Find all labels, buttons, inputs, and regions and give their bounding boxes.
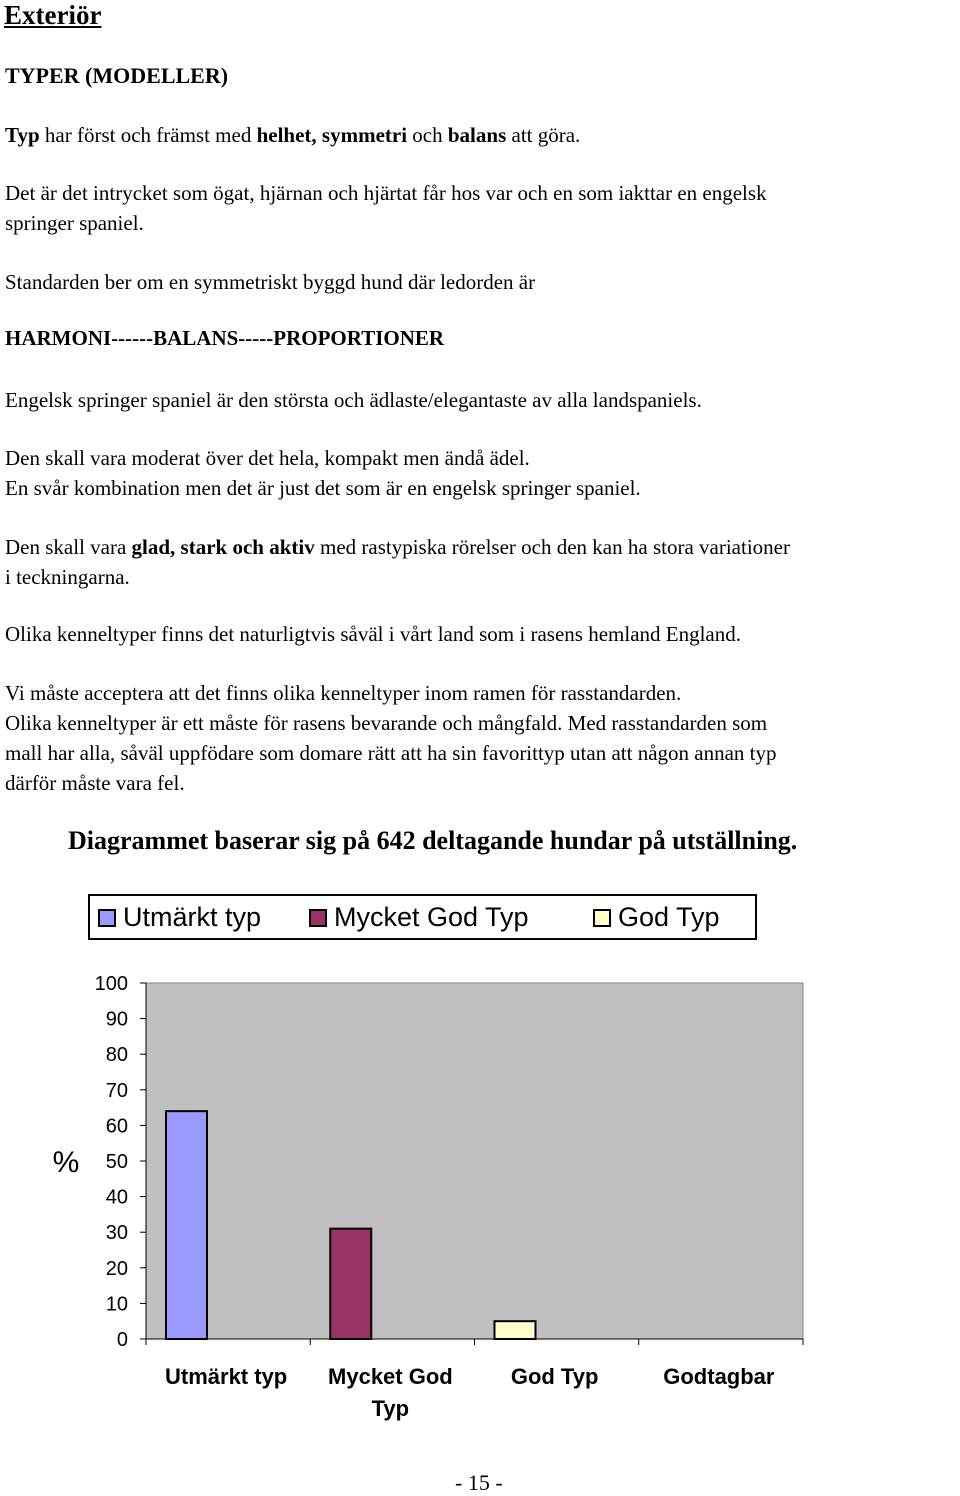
y-tick-label: 100 — [94, 973, 128, 995]
x-tick-label: God Typ — [510, 1364, 599, 1389]
y-axis-label: % — [52, 1146, 80, 1179]
x-tick-label: Typ — [371, 1396, 410, 1421]
paragraph-kenneltyper: Olika kenneltyper finns det naturligtvis såväl i vårt land som i rasens hemland England. — [5, 622, 741, 646]
p5-line-2: En svår kombination men det är just det som är en engelsk springer spaniel. — [5, 476, 641, 500]
y-tick-label: 60 — [105, 1115, 128, 1138]
bold-balans: balans — [447, 123, 507, 147]
y-tick-label: 30 — [105, 1222, 128, 1245]
y-tick-label: 0 — [116, 1329, 128, 1351]
x-tick-label: Mycket God — [328, 1364, 453, 1389]
section-heading: TYPER (MODELLER) — [5, 63, 229, 88]
y-tick-label: 80 — [105, 1044, 128, 1067]
bold-typ: Typ — [5, 123, 40, 147]
bold-glad: glad, stark och aktiv — [131, 535, 315, 559]
p6-text-a: Den skall vara — [5, 535, 132, 559]
p1-text-d: och — [407, 123, 448, 147]
p1-text-f: att göra. — [506, 123, 581, 147]
keywords-line: HARMONI------BALANS-----PROPORTIONER — [5, 326, 445, 350]
y-tick-label: 90 — [105, 1008, 128, 1031]
p8-line-4: därför måste vara fel. — [5, 771, 185, 795]
p2-line-2: springer spaniel. — [5, 211, 144, 235]
plot-area — [146, 983, 803, 1339]
bar-1 — [166, 1111, 207, 1339]
p1-text-b: har först och främst med — [39, 123, 257, 147]
bar-2 — [330, 1229, 371, 1339]
legend-label-utmarkt: Utmärkt typ — [123, 902, 262, 932]
paragraph-storsta: Engelsk springer spaniel är den största och ädlaste/elegantaste av alla landspaniels. — [5, 388, 702, 412]
x-tick-label: Godtagbar — [663, 1364, 775, 1389]
x-tick-label: Utmärkt typ — [165, 1364, 288, 1389]
p6-text-c: med rastypiska rörelser och den kan ha stora variationer — [314, 535, 790, 559]
y-tick-label: 50 — [105, 1151, 128, 1173]
y-tick-label: 40 — [105, 1186, 128, 1209]
p8-line-2: Olika kenneltyper är ett måste för rasens bevarande och mångfald. Med rasstandarden som — [5, 711, 768, 735]
p8-line-3: mall har alla, såväl uppfödare som domare rätt att ha sin favorittyp utan att någon annan typ — [5, 741, 777, 765]
bar-3 — [495, 1321, 536, 1339]
bold-helhet: helhet, symmetri — [256, 123, 408, 147]
chart-heading: Diagrammet baserar sig på 642 deltagande hundar på utställning. — [68, 826, 798, 855]
y-tick-label: 70 — [105, 1079, 128, 1102]
p5-line-1: Den skall vara moderat över det hela, kompakt men ändå ädel. — [5, 446, 530, 470]
page-title: Exteriör — [4, 0, 102, 30]
legend-label-god: God Typ — [618, 902, 720, 932]
legend-label-mycket-god: Mycket God Typ — [334, 902, 529, 932]
p6-line-2: i teckningarna. — [5, 565, 130, 589]
y-tick-label: 10 — [105, 1293, 128, 1316]
paragraph-standarden: Standarden ber om en symmetriskt byggd hund där ledorden är — [5, 270, 536, 294]
p2-line-1: Det är det intrycket som ögat, hjärnan och hjärtat får hos var och en som iakttar en engelsk — [5, 181, 767, 205]
page-number: - 15 - — [455, 1470, 503, 1495]
y-tick-label: 20 — [105, 1257, 128, 1280]
p8-line-1: Vi måste acceptera att det finns olika kenneltyper inom ramen för rasstandarden. — [5, 681, 682, 705]
